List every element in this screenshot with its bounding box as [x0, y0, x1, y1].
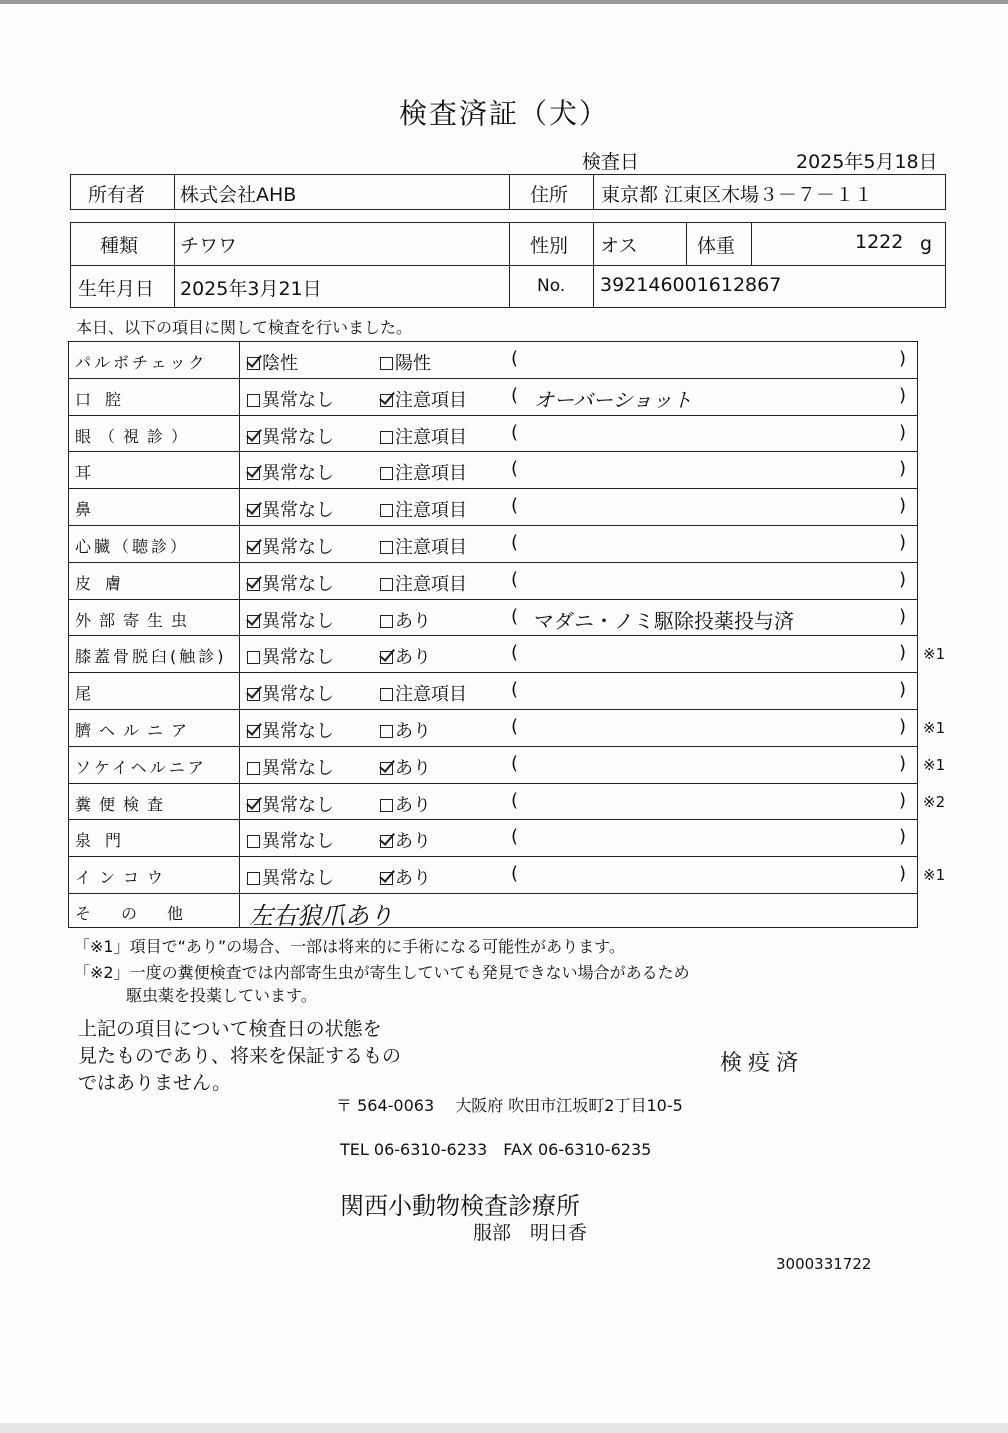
inspection-row — [68, 415, 918, 452]
inspection-item-label: インコウ — [75, 868, 172, 888]
option-abnormal[interactable] — [380, 864, 431, 890]
open-paren: ( — [511, 568, 519, 590]
option-normal[interactable] — [247, 607, 334, 633]
option-normal[interactable] — [247, 717, 334, 743]
close-paren: ) — [899, 348, 907, 369]
inspection-item-label: 耳 — [75, 463, 106, 483]
open-paren: ( — [511, 421, 519, 443]
open-paren: ( — [511, 384, 519, 406]
checkbox-empty-icon[interactable] — [380, 504, 393, 517]
inspection-item-label: 尾 — [75, 684, 106, 704]
inspection-row — [68, 819, 918, 856]
checkbox-checked-icon[interactable] — [380, 394, 393, 407]
checkbox-checked-icon[interactable] — [247, 431, 260, 444]
inspection-row — [68, 341, 918, 378]
inspection-row — [68, 672, 918, 709]
open-paren: ( — [511, 605, 519, 627]
other-value: 左右狼爪あり — [249, 902, 393, 930]
inspection-row — [68, 856, 946, 893]
checkbox-empty-icon[interactable] — [247, 872, 260, 885]
option-label: あり — [395, 794, 431, 816]
no-label: No. — [537, 276, 566, 296]
option-abnormal[interactable] — [380, 386, 467, 412]
option-label: 異常なし — [262, 537, 334, 558]
inspection-note: マダニ・ノミ駆除投薬投与済 — [534, 608, 794, 633]
option-label: 異常なし — [262, 868, 334, 890]
close-paren: ) — [899, 384, 907, 406]
option-abnormal[interactable] — [380, 827, 431, 853]
inspection-item-label: 糞便検査 — [75, 794, 172, 814]
option-label: 異常なし — [262, 610, 334, 632]
inspection-row — [68, 562, 918, 599]
inspection-grid — [68, 341, 946, 930]
option-abnormal[interactable] — [380, 349, 431, 375]
footnote-2: 「※2」一度の糞便検査では内部寄生虫が寄生していても発見できない場合があるため — [74, 963, 690, 982]
doctor-name: 服部 明日香 — [473, 1222, 588, 1244]
checkbox-checked-icon[interactable] — [247, 541, 260, 554]
inspection-item-label: 鼻 — [75, 500, 106, 520]
close-paren: ) — [899, 679, 907, 701]
option-normal[interactable] — [247, 864, 334, 890]
option-label: 注意項目 — [395, 463, 467, 485]
inspection-item-label: 外部寄生虫 — [75, 610, 196, 630]
inspection-item-label: 皮膚 — [75, 573, 136, 593]
footnote-1: 「※1」項目で“あり”の場合、一部は将来的に手術になる可能性があります。 — [74, 937, 625, 956]
inspection-item-label: 心臓（聴診） — [75, 537, 190, 556]
scan-bottom-edge — [0, 1423, 1008, 1433]
inspection-item-label: ソケイヘルニア — [75, 757, 207, 777]
no-value: 392146001612867 — [600, 274, 782, 296]
sex-value: オス — [600, 235, 638, 257]
option-label: 異常なし — [262, 794, 334, 816]
close-paren: ) — [899, 495, 907, 517]
weight-unit: g — [920, 233, 933, 255]
close-paren: ) — [899, 458, 907, 480]
inspection-row — [68, 488, 918, 525]
option-label: 注意項目 — [395, 573, 467, 595]
option-abnormal[interactable] — [380, 607, 431, 633]
phone-fax: TEL 06-6310-6233 FAX 06-6310-6235 — [340, 1140, 652, 1159]
inspection-item-label: 臍ヘルニア — [75, 721, 196, 740]
inspection-note: オーバーショット — [534, 387, 693, 412]
checkbox-empty-icon[interactable] — [380, 467, 393, 480]
checkbox-empty-icon[interactable] — [380, 431, 393, 444]
option-label: あり — [395, 868, 431, 890]
inspection-row — [68, 599, 918, 636]
option-abnormal[interactable] — [380, 791, 431, 817]
close-paren: ) — [899, 863, 907, 885]
surgery-footnote-mark: ※1 — [923, 719, 946, 737]
other-label: その他 — [75, 904, 214, 923]
open-paren: ( — [511, 642, 519, 664]
option-abnormal[interactable] — [380, 423, 467, 449]
weight-label: 体重 — [697, 235, 736, 257]
option-normal[interactable] — [247, 827, 334, 853]
option-abnormal[interactable] — [380, 643, 431, 669]
quarantine-stamp: 検疫済 — [720, 1051, 805, 1076]
checkbox-checked-icon[interactable] — [247, 688, 260, 701]
option-label: 注意項目 — [395, 426, 467, 448]
option-label: 注意項目 — [395, 389, 467, 411]
option-normal[interactable] — [247, 349, 298, 375]
checkbox-checked-icon[interactable] — [380, 872, 393, 885]
option-normal[interactable] — [247, 643, 334, 669]
checkbox-checked-icon[interactable] — [247, 467, 260, 480]
exam-date-label: 検査日 — [582, 151, 640, 173]
breed-label: 種類 — [100, 235, 139, 257]
close-paren: ) — [899, 605, 907, 627]
option-label: 注意項目 — [395, 500, 467, 522]
other-row — [68, 893, 918, 928]
open-paren: ( — [511, 679, 519, 701]
option-abnormal[interactable] — [380, 754, 431, 780]
postal-address: 〒 564-0063 大阪府 吹田市江坂町2丁目10-5 — [336, 1096, 683, 1115]
checkbox-empty-icon[interactable] — [380, 541, 393, 554]
option-label: 異常なし — [262, 426, 334, 448]
inspection-row — [68, 783, 946, 820]
address-label: 住所 — [530, 184, 569, 206]
surgery-footnote-mark: ※1 — [923, 755, 946, 774]
open-paren: ( — [511, 495, 519, 517]
close-paren: ) — [899, 716, 907, 737]
owner-label: 所有者 — [88, 184, 146, 206]
checkbox-checked-icon[interactable] — [247, 725, 260, 738]
disclaimer-line-3: ではありません。 — [78, 1072, 232, 1094]
close-paren: ) — [899, 826, 907, 848]
option-label: あり — [395, 757, 431, 779]
checkbox-checked-icon[interactable] — [380, 762, 393, 775]
clinic-name: 関西小動物検査診療所 — [340, 1192, 580, 1220]
option-label: 異常なし — [262, 389, 334, 411]
surgery-footnote-mark: ※1 — [923, 645, 946, 664]
option-label: 異常なし — [262, 647, 334, 669]
checkbox-checked-icon[interactable] — [380, 651, 393, 664]
disclaimer-line-2: 見たものであり、将来を保証するもの — [78, 1045, 402, 1067]
option-abnormal[interactable] — [380, 717, 431, 743]
option-label: あり — [395, 647, 431, 669]
inspection-item-label: 泉門 — [75, 831, 136, 851]
checkbox-checked-icon[interactable] — [247, 357, 260, 370]
open-paren: ( — [511, 789, 519, 811]
inspection-item-label: パルボチェック — [75, 353, 208, 372]
option-normal[interactable] — [247, 533, 334, 559]
checkbox-checked-icon[interactable] — [247, 578, 260, 591]
close-paren: ) — [899, 568, 907, 590]
option-normal[interactable] — [247, 423, 334, 449]
page-title: 検査済証（犬） — [398, 97, 609, 130]
checkbox-empty-icon[interactable] — [380, 725, 393, 738]
inspection-row — [68, 635, 946, 672]
option-label: 異常なし — [262, 757, 334, 779]
checkbox-checked-icon[interactable] — [247, 799, 260, 812]
option-abnormal[interactable] — [380, 533, 467, 559]
document-id: 3000331722 — [776, 1255, 872, 1273]
dob-label: 生年月日 — [78, 278, 155, 300]
option-normal[interactable] — [247, 496, 334, 522]
open-paren: ( — [511, 532, 519, 553]
close-paren: ) — [899, 752, 907, 774]
inspection-row — [68, 451, 918, 488]
option-label: 異常なし — [262, 500, 334, 522]
open-paren: ( — [511, 716, 519, 737]
footnote-2-cont: 駆虫薬を投薬しています。 — [126, 986, 317, 1005]
weight-value: 1222 — [855, 231, 904, 253]
option-label: 注意項目 — [395, 684, 467, 706]
checkbox-empty-icon[interactable] — [247, 651, 260, 664]
exam-date: 2025年5月18日 — [796, 151, 938, 173]
address-value: 東京都 江東区木場３－７－１１ — [601, 184, 874, 206]
surgery-footnote-mark: ※1 — [923, 866, 946, 885]
option-normal[interactable] — [247, 680, 334, 706]
option-normal[interactable] — [247, 570, 334, 596]
inspection-row — [68, 378, 918, 415]
inspection-item-label: 膝蓋骨脱臼(触診) — [75, 647, 227, 667]
checkbox-empty-icon[interactable] — [247, 394, 260, 407]
option-label: 異常なし — [262, 684, 334, 706]
breed-value: チワワ — [180, 235, 238, 257]
option-label: あり — [395, 831, 431, 853]
option-label: 陽性 — [395, 353, 431, 374]
inspection-item-label: 眼（視診） — [75, 426, 196, 446]
inspection-row — [68, 525, 918, 562]
open-paren: ( — [511, 826, 519, 848]
option-label: あり — [395, 721, 431, 742]
checkbox-checked-icon[interactable] — [380, 835, 393, 848]
option-abnormal[interactable] — [380, 680, 467, 706]
option-label: 異常なし — [262, 721, 334, 742]
option-abnormal[interactable] — [380, 570, 467, 596]
owner-value: 株式会社AHB — [180, 184, 297, 206]
option-label: 陰性 — [262, 353, 298, 374]
option-label: あり — [395, 610, 431, 632]
intro-text: 本日、以下の項目に関して検査を行いました。 — [76, 318, 413, 337]
option-normal[interactable] — [247, 386, 334, 412]
disclaimer-line-1: 上記の項目について検査日の状態を — [78, 1018, 382, 1040]
checkbox-checked-icon[interactable] — [247, 615, 260, 628]
dob-value: 2025年3月21日 — [180, 278, 322, 300]
open-paren: ( — [511, 863, 519, 885]
checkbox-empty-icon[interactable] — [380, 357, 393, 370]
open-paren: ( — [511, 458, 519, 480]
option-normal[interactable] — [247, 791, 334, 817]
close-paren: ) — [899, 421, 907, 443]
sex-label: 性別 — [530, 235, 569, 257]
open-paren: ( — [511, 348, 519, 369]
option-abnormal[interactable] — [380, 496, 467, 522]
option-normal[interactable] — [247, 459, 334, 485]
option-label: 注意項目 — [395, 537, 467, 558]
surgery-footnote-mark: ※2 — [923, 792, 946, 811]
checkbox-empty-icon[interactable] — [380, 688, 393, 701]
checkbox-empty-icon[interactable] — [380, 799, 393, 812]
inspection-item-label: 口腔 — [75, 389, 136, 409]
inspection-row — [68, 709, 946, 746]
close-paren: ) — [899, 789, 907, 811]
open-paren: ( — [511, 752, 519, 774]
close-paren: ) — [899, 642, 907, 664]
checkbox-empty-icon[interactable] — [380, 578, 393, 591]
checkbox-empty-icon[interactable] — [247, 835, 260, 848]
scan-top-edge — [0, 0, 1008, 4]
option-label: 異常なし — [262, 831, 334, 853]
option-normal[interactable] — [247, 754, 334, 780]
checkbox-checked-icon[interactable] — [247, 504, 260, 517]
option-label: 異常なし — [262, 463, 334, 485]
checkbox-empty-icon[interactable] — [247, 762, 260, 775]
option-label: 異常なし — [262, 573, 334, 595]
close-paren: ) — [899, 532, 907, 553]
checkbox-empty-icon[interactable] — [380, 615, 393, 628]
inspection-row — [68, 746, 946, 783]
option-abnormal[interactable] — [380, 459, 467, 485]
